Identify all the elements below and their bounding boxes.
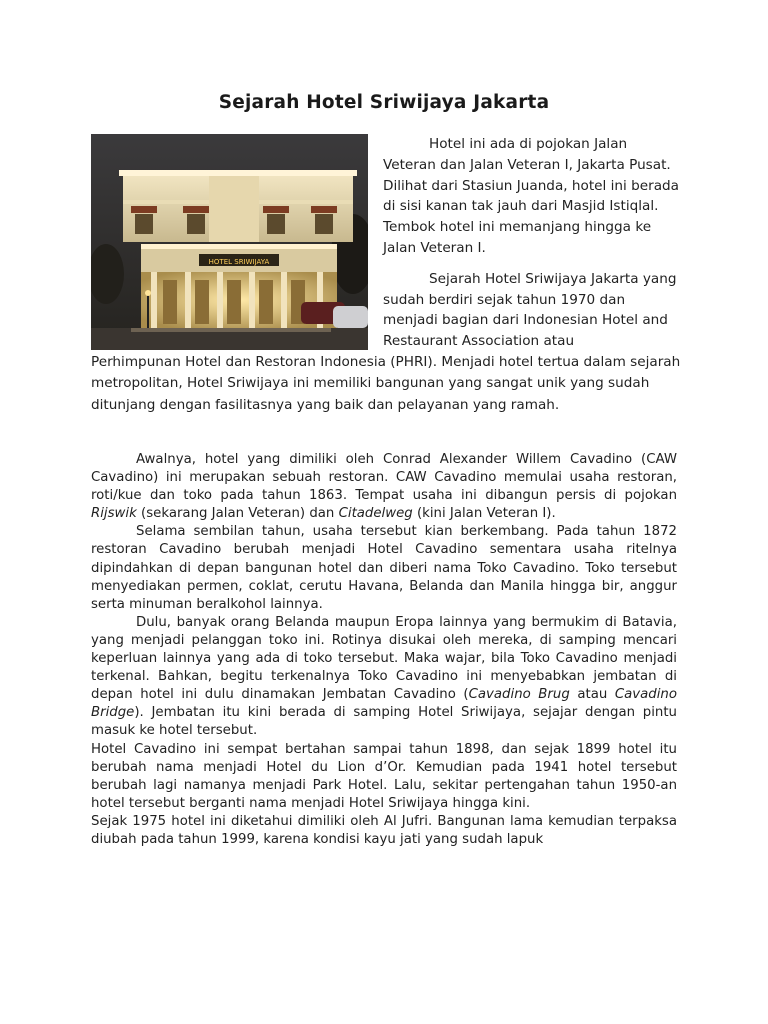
intro-paragraph-2-continuation: Perhimpunan Hotel dan Restoran Indonesia (PHRI). Menjadi hotel tertua dalam sejarah metropolitan, Hotel Sriwijaya ini memiliki bangunan yang sangat unik yang sudah ditunjang dengan fasilitasnya yang baik dan pelayanan yang ramah. xyxy=(91,354,681,413)
intro-paragraph-2-continuation-block xyxy=(91,352,681,416)
intro-paragraph-2: Sejarah Hotel Sriwijaya Jakarta yang sudah berdiri sejak tahun 1970 dan menjadi bagian dari Indonesian Hotel and Restaurant Association atau xyxy=(383,270,677,350)
body-paragraph-3 xyxy=(91,614,677,741)
intro-text xyxy=(383,134,683,352)
body-p3-italic-1: Cavadino Brug xyxy=(468,687,570,703)
hotel-sign: HOTEL SRIWIJAYA xyxy=(208,258,270,266)
body-p1-italic-2: Citadelweg xyxy=(338,506,413,522)
body-p1-italic-1: Rijswik xyxy=(91,506,137,522)
body-paragraph-2: Selama sembilan tahun, usaha tersebut kian berkembang. Pada tahun 1872 restoran Cavadino berubah menjadi Hotel Cavadino sementara usaha ritelnya dipindahkan di depan bangunan hotel dan diberi nama Toko Cavadino. Toko tersebut menyediakan permen, coklat, cerutu Havana, Belanda dan Manila hingga bir, anggur serta minuman beralkohol lainnya. xyxy=(91,524,677,612)
body-p3-text-a: Dulu, banyak orang Belanda maupun Eropa lainnya yang bermukim di Batavia, yang menjadi pelanggan toko ini. Rotinya disukai oleh mereka, di samping mencari keperluan lainnya yang ada di toko tersebut. Maka wajar, bila Toko Cavadino menjadi terkenal. Bahkan, begitu terkenalnya Toko Cavadino ini menyebabkan jembatan di depan hotel ini dulu dinamakan Jembatan Cavadino ( xyxy=(91,614,677,703)
page-title: Sejarah Hotel Sriwijaya Jakarta xyxy=(218,92,550,113)
body-text xyxy=(91,451,677,849)
body-paragraph-1 xyxy=(91,451,677,523)
body-p3-text-b: atau xyxy=(569,687,615,703)
body-p1-text-a: Awalnya, hotel yang dimiliki oleh Conrad Alexander Willem Cavadino (CAW Cavadino) ini merupakan sebuah restoran. CAW Cavadino memulai usaha restoran, roti/kue dan toko pada tahun 1863. Tempat usaha ini dibangun persis di pojokan xyxy=(91,452,677,504)
body-p1-text-b: (sekarang Jalan Veteran) dan xyxy=(136,506,339,522)
hotel-building-image xyxy=(91,134,368,350)
body-paragraph-4: Hotel Cavadino ini sempat bertahan sampai tahun 1898, dan sejak 1899 hotel itu berubah nama menjadi Hotel du Lion d’Or. Kemudian pada 1941 hotel tersebut berubah lagi namanya menjadi Park Hotel. Lalu, sekitar pertengahan tahun 1950-an hotel tersebut berganti nama menjadi Hotel Sriwijaya hingga kini. xyxy=(91,741,677,811)
body-paragraph-5: Sejak 1975 hotel ini diketahui dimiliki oleh Al Jufri. Bangunan lama kemudian terpaksa diubah pada tahun 1999, karena kondisi kayu jati yang sudah lapuk xyxy=(91,813,677,847)
body-p1-text-c: (kini Jalan Veteran I). xyxy=(412,506,556,522)
body-p3-text-c: ). Jembatan itu kini berada di samping Hotel Sriwijaya, sejajar dengan pintu masuk ke hotel tersebut. xyxy=(91,705,677,739)
hotel-photo xyxy=(91,134,368,350)
intro-paragraph-1: Hotel ini ada di pojokan Jalan Veteran dan Jalan Veteran I, Jakarta Pusat. Dilihat dari Stasiun Juanda, hotel ini berada di sisi kanan tak jauh dari Masjid Istiqlal. Tembok hotel ini memanjang hingga ke Jalan Veteran I. xyxy=(383,136,679,256)
body-p3-italic-2: Cavadino Bridge xyxy=(91,687,677,721)
